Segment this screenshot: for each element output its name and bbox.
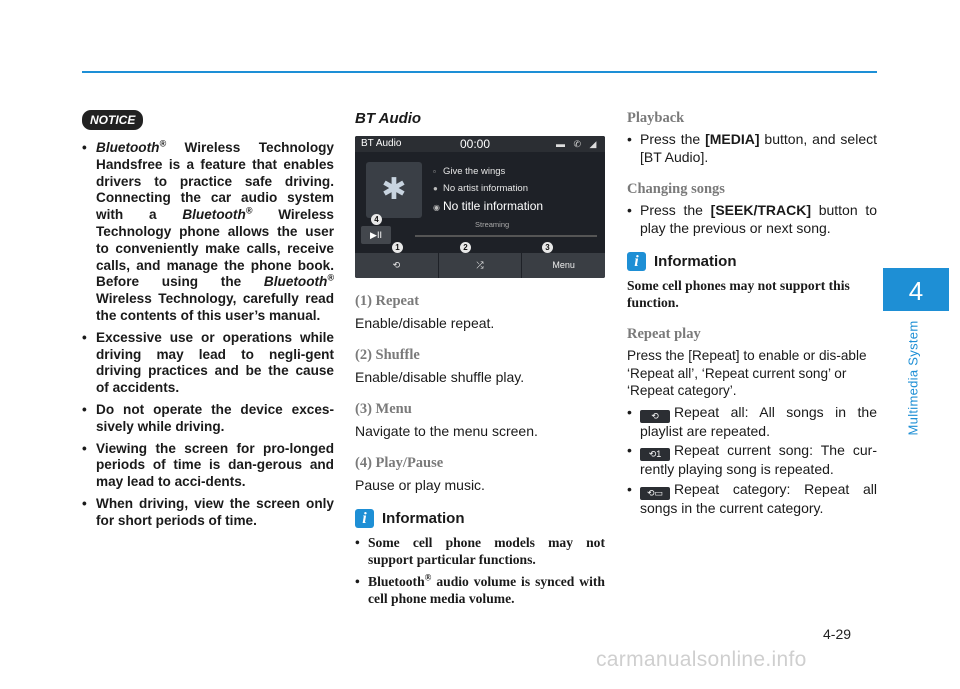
item-body: Enable/disable shuffle play. bbox=[355, 369, 525, 385]
callout-3: 3 bbox=[542, 242, 553, 253]
callout-4: 4 bbox=[371, 214, 382, 225]
track-line: ▫ Give the wings bbox=[433, 166, 506, 177]
section-title: BT Audio bbox=[355, 110, 422, 127]
information-list bbox=[355, 534, 605, 607]
repeat-list bbox=[627, 404, 877, 518]
item-body: Navigate to the menu screen. bbox=[355, 423, 538, 439]
list-item: • Bluetooth® Wireless Technology Handsfree is a feature that enables drivers to practice safe driving. Connecting the car audio system with a Bluetooth® Wireless Technology phone allows the user to conveniently make calls, receive calls, and manage the phone book. Before using the Bluetooth® Wireless Technology, carefully read the contents of this user’s manual. bbox=[82, 140, 334, 325]
repeat-play-title: Repeat play bbox=[627, 326, 701, 342]
callout-2: 2 bbox=[460, 242, 471, 253]
track-line: ◉ No title information bbox=[433, 199, 544, 213]
repeat-all-icon: ⟲ bbox=[640, 410, 670, 423]
info-icon: i bbox=[355, 509, 374, 528]
repeat-category-icon: ⟲▭ bbox=[640, 487, 670, 500]
streaming-label: Streaming bbox=[475, 220, 510, 229]
chapter-title: Multimedia System bbox=[905, 320, 921, 436]
list-item: • When driving, view the screen only for short periods of time. bbox=[82, 496, 334, 530]
screen-time: 00:00 bbox=[460, 137, 491, 151]
list-item: • Press the [SEEK/TRACK] button to play the previous or next song. bbox=[627, 202, 877, 237]
list-item: • Bluetooth® audio volume is synced with cell phone media volume. bbox=[355, 573, 605, 607]
page-number: 4-29 bbox=[823, 626, 852, 642]
callout-1: 1 bbox=[392, 242, 403, 253]
info-icon: i bbox=[627, 252, 646, 271]
menu-button[interactable]: Menu bbox=[522, 253, 605, 278]
bt-audio-column bbox=[355, 110, 605, 612]
notice-list bbox=[82, 140, 334, 530]
item-title: (4) Play/Pause bbox=[355, 455, 444, 471]
changing-list bbox=[627, 202, 877, 237]
repeat-button[interactable]: ⟲ bbox=[355, 253, 438, 278]
information-heading: i Information bbox=[627, 252, 877, 271]
status-icons: ▬ ✆ ◢ bbox=[556, 139, 600, 149]
playback-title: Playback bbox=[627, 110, 685, 126]
top-rule bbox=[82, 71, 877, 73]
bt-audio-screen bbox=[355, 136, 605, 278]
music-note-icon: ▫ bbox=[433, 167, 436, 176]
list-item: • ⟲1 Repeat current song: The cur-rently playing song is repeated. bbox=[627, 442, 877, 479]
notice-column bbox=[82, 110, 334, 535]
progress-bar[interactable] bbox=[415, 235, 597, 237]
changing-songs-title: Changing songs bbox=[627, 181, 725, 197]
list-item: • Do not operate the device exces-sively while driving. bbox=[82, 402, 334, 436]
list-item: • Excessive use or operations while driving may lead to negli-gent driving practices and be the cause of accidents. bbox=[82, 330, 334, 397]
item-body: Pause or play music. bbox=[355, 477, 485, 493]
repeat-play-body: Press the [Repeat] to enable or dis-able ‘Repeat all’, ‘Repeat current song’ or ‘Repeat category’. bbox=[627, 348, 867, 398]
list-item: • Press the [MEDIA] button, and select [BT Audio]. bbox=[627, 131, 877, 166]
play-pause-button[interactable]: ▶II bbox=[361, 226, 391, 244]
item-title: (1) Repeat bbox=[355, 293, 420, 309]
information-text: Some cell phones may not support this function. bbox=[627, 278, 850, 310]
chapter-tab: 4 bbox=[883, 268, 949, 311]
list-item: • Viewing the screen for pro-longed periods of time is dan-gerous and may lead to acci-dents. bbox=[82, 441, 334, 491]
information-heading: i Information bbox=[355, 509, 605, 528]
screen-button-bar bbox=[355, 253, 605, 278]
playback-column bbox=[627, 110, 877, 519]
notice-badge: NOTICE bbox=[82, 110, 143, 130]
person-icon: ● bbox=[433, 184, 438, 193]
track-line: ● No artist information bbox=[433, 183, 529, 194]
disc-icon: ◉ bbox=[433, 203, 440, 212]
screen-title: BT Audio bbox=[361, 138, 402, 149]
repeat-one-icon: ⟲1 bbox=[640, 448, 670, 461]
list-item: • ⟲▭ Repeat category: Repeat all songs in the current category. bbox=[627, 481, 877, 518]
item-title: (2) Shuffle bbox=[355, 347, 420, 363]
playback-list bbox=[627, 131, 877, 166]
item-body: Enable/disable repeat. bbox=[355, 315, 495, 331]
bluetooth-music-icon: ✱ bbox=[366, 162, 422, 218]
list-item: • Some cell phone models may not support particular functions. bbox=[355, 534, 605, 568]
item-title: (3) Menu bbox=[355, 401, 412, 417]
shuffle-button[interactable]: ⤮ bbox=[439, 253, 522, 278]
list-item: • ⟲ Repeat all: All songs in the playlist are repeated. bbox=[627, 404, 877, 441]
watermark: carmanualsonline.info bbox=[596, 648, 807, 671]
